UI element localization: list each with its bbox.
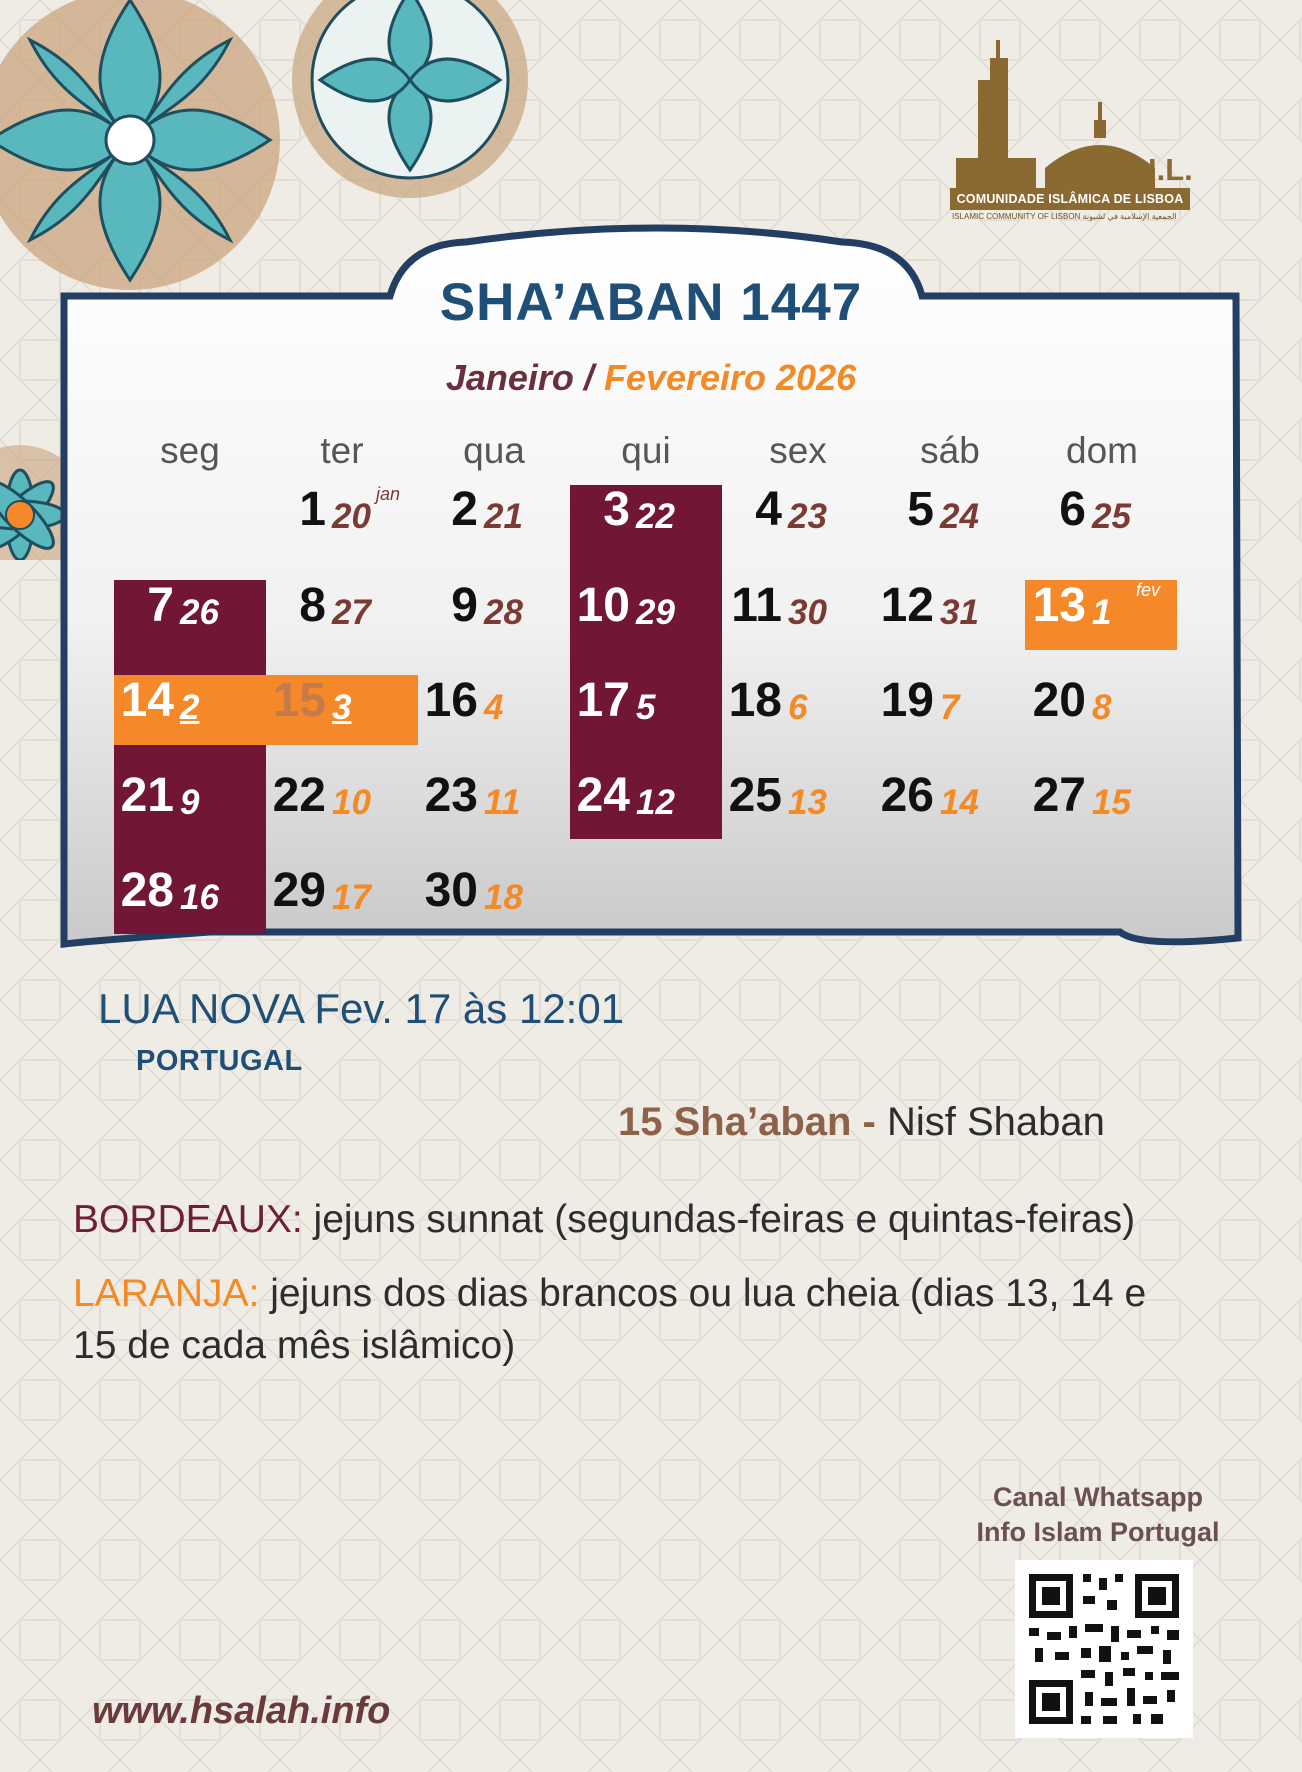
hijri-day: 29 <box>272 864 326 917</box>
gregorian-day: 6 <box>788 688 808 727</box>
hijri-day: 23 <box>424 769 478 822</box>
weekday-6: dom <box>1066 430 1138 471</box>
hijri-day: 9 <box>451 579 478 632</box>
hijri-day: 6 <box>1059 483 1086 536</box>
gregorian-day: 20 <box>332 497 371 536</box>
gregorian-day: 21 <box>484 497 523 536</box>
legend-laranja-text: jejuns dos dias brancos ou lua cheia (dias 13, 14 e 15 de cada mês islâmico) <box>73 1272 1147 1367</box>
whatsapp-line-2: Info Islam Portugal <box>976 1517 1220 1547</box>
subtitle-january: Janeiro <box>445 357 574 398</box>
gregorian-day: 4 <box>484 688 504 727</box>
gregorian-day: 27 <box>332 593 371 632</box>
legend-laranja <box>73 1268 1173 1372</box>
gregorian-day: 26 <box>180 593 219 632</box>
hijri-day: 17 <box>576 674 630 727</box>
website-link[interactable]: www.hsalah.info <box>92 1690 391 1732</box>
hijri-day: 10 <box>576 579 630 632</box>
day-cell <box>266 466 418 562</box>
gregorian-day: 3 <box>332 688 352 727</box>
gregorian-day: 5 <box>636 688 656 727</box>
nisf-separator: - <box>851 1100 887 1144</box>
gregorian-day: 23 <box>788 497 827 536</box>
logo-subtitle: ISLAMIC COMMUNITY OF LISBON الجمعية الإسلامية في لشبونة <box>952 212 1177 221</box>
day-cell <box>1026 562 1178 658</box>
hijri-day: 19 <box>880 674 934 727</box>
day-cell <box>1026 657 1178 753</box>
legend-bordeaux <box>73 1194 1273 1246</box>
gregorian-day: 8 <box>1092 688 1112 727</box>
nisf-name: Nisf Shaban <box>886 1100 1105 1144</box>
hijri-day: 22 <box>272 769 326 822</box>
day-cell <box>722 752 874 848</box>
gregorian-day: 13 <box>788 783 827 822</box>
day-cell <box>418 466 570 562</box>
hijri-day: 11 <box>731 579 782 632</box>
day-cell <box>266 562 418 658</box>
new-moon-text: LUA NOVA Fev. 17 às 12:01 <box>98 985 625 1032</box>
hijri-day: 13 <box>1032 579 1086 632</box>
hijri-day: 27 <box>1032 769 1086 822</box>
day-cell <box>570 562 722 658</box>
calendar-title: SHA’ABAN 1447 <box>439 273 863 332</box>
gregorian-day: 25 <box>1092 497 1131 536</box>
gregorian-day: 29 <box>636 593 675 632</box>
qr-code-icon[interactable] <box>1015 1560 1193 1738</box>
hijri-day: 14 <box>120 674 174 727</box>
day-cell <box>1026 466 1178 562</box>
day-cell <box>874 562 1026 658</box>
hijri-day: 18 <box>728 674 782 727</box>
day-cell <box>418 657 570 753</box>
gregorian-day: 31 <box>940 593 979 632</box>
hijri-day: 12 <box>880 579 934 632</box>
month-marker: jan <box>376 484 401 504</box>
legend-bordeaux-text: jejuns sunnat (segundas-feiras e quintas-feiras) <box>302 1198 1136 1241</box>
month-marker: fev <box>1136 580 1161 600</box>
whatsapp-channel <box>958 1480 1238 1550</box>
hijri-day: 26 <box>880 769 934 822</box>
day-cell <box>266 847 418 943</box>
day-cell <box>1026 752 1178 848</box>
hijri-day: 25 <box>728 769 782 822</box>
day-cell <box>266 657 418 753</box>
weekday-2: qua <box>463 430 525 471</box>
nisf-shaban-note <box>618 1100 1105 1145</box>
gregorian-day: 30 <box>788 593 827 632</box>
hijri-day: 20 <box>1032 674 1086 727</box>
gregorian-day: 24 <box>940 497 979 536</box>
gregorian-day: 12 <box>636 783 675 822</box>
weekday-5: sáb <box>920 430 980 471</box>
hijri-day: 8 <box>299 579 326 632</box>
gregorian-day: 15 <box>1092 783 1131 822</box>
gregorian-day: 10 <box>332 783 371 822</box>
hijri-day: 4 <box>755 483 782 536</box>
hijri-day: 16 <box>424 674 478 727</box>
gregorian-day: 16 <box>180 878 219 917</box>
gregorian-day: 14 <box>940 783 979 822</box>
hijri-day: 7 <box>147 579 174 632</box>
day-cell <box>418 562 570 658</box>
gregorian-day: 11 <box>484 783 521 822</box>
day-cell <box>114 847 266 943</box>
gregorian-day: 18 <box>484 878 523 917</box>
weekday-0: seg <box>160 430 220 471</box>
weekday-3: qui <box>621 430 671 471</box>
day-cell <box>570 752 722 848</box>
hijri-day: 1 <box>299 483 326 536</box>
day-cell <box>570 466 722 562</box>
day-cell <box>418 752 570 848</box>
day-cell <box>874 466 1026 562</box>
subtitle-separator: / <box>573 357 604 398</box>
hijri-day: 3 <box>603 483 630 536</box>
gregorian-day: 2 <box>180 688 200 727</box>
legend-bordeaux-key: BORDEAUX: <box>73 1198 303 1241</box>
day-cell <box>114 562 266 658</box>
day-cell <box>418 847 570 943</box>
subtitle-february: Fevereiro 2026 <box>603 357 857 398</box>
day-cell <box>722 562 874 658</box>
gregorian-day: 7 <box>940 688 960 727</box>
weekday-1: ter <box>320 430 364 471</box>
calendar-subtitle <box>0 357 1302 399</box>
day-cell <box>266 752 418 848</box>
gregorian-day: 22 <box>636 497 675 536</box>
hijri-day: 28 <box>120 864 174 917</box>
hijri-day: 15 <box>272 674 326 727</box>
hijri-day: 2 <box>451 483 478 536</box>
hijri-day: 30 <box>424 864 478 917</box>
whatsapp-line-1: Canal Whatsapp <box>992 1482 1204 1512</box>
gregorian-day: 17 <box>332 878 371 917</box>
day-cell <box>114 657 266 753</box>
day-cell <box>722 657 874 753</box>
hijri-day: 24 <box>576 769 630 822</box>
gregorian-day: 9 <box>180 783 200 822</box>
new-moon-country: PORTUGAL <box>136 1045 303 1077</box>
day-cell <box>722 466 874 562</box>
logo-name: COMUNIDADE ISLÂMICA DE LISBOA <box>950 188 1190 210</box>
day-cell <box>874 657 1026 753</box>
day-cell <box>570 657 722 753</box>
day-cell <box>874 752 1026 848</box>
gregorian-day: 1 <box>1092 593 1112 632</box>
hijri-day: 21 <box>120 769 174 822</box>
gregorian-day: 28 <box>484 593 523 632</box>
hijri-day: 5 <box>907 483 934 536</box>
nisf-day: 15 Sha’aban <box>618 1100 852 1144</box>
legend-laranja-key: LARANJA: <box>73 1272 260 1315</box>
day-cell <box>114 752 266 848</box>
weekday-4: sex <box>769 430 827 471</box>
logo-abbreviation: C.I.L. <box>1117 152 1193 187</box>
